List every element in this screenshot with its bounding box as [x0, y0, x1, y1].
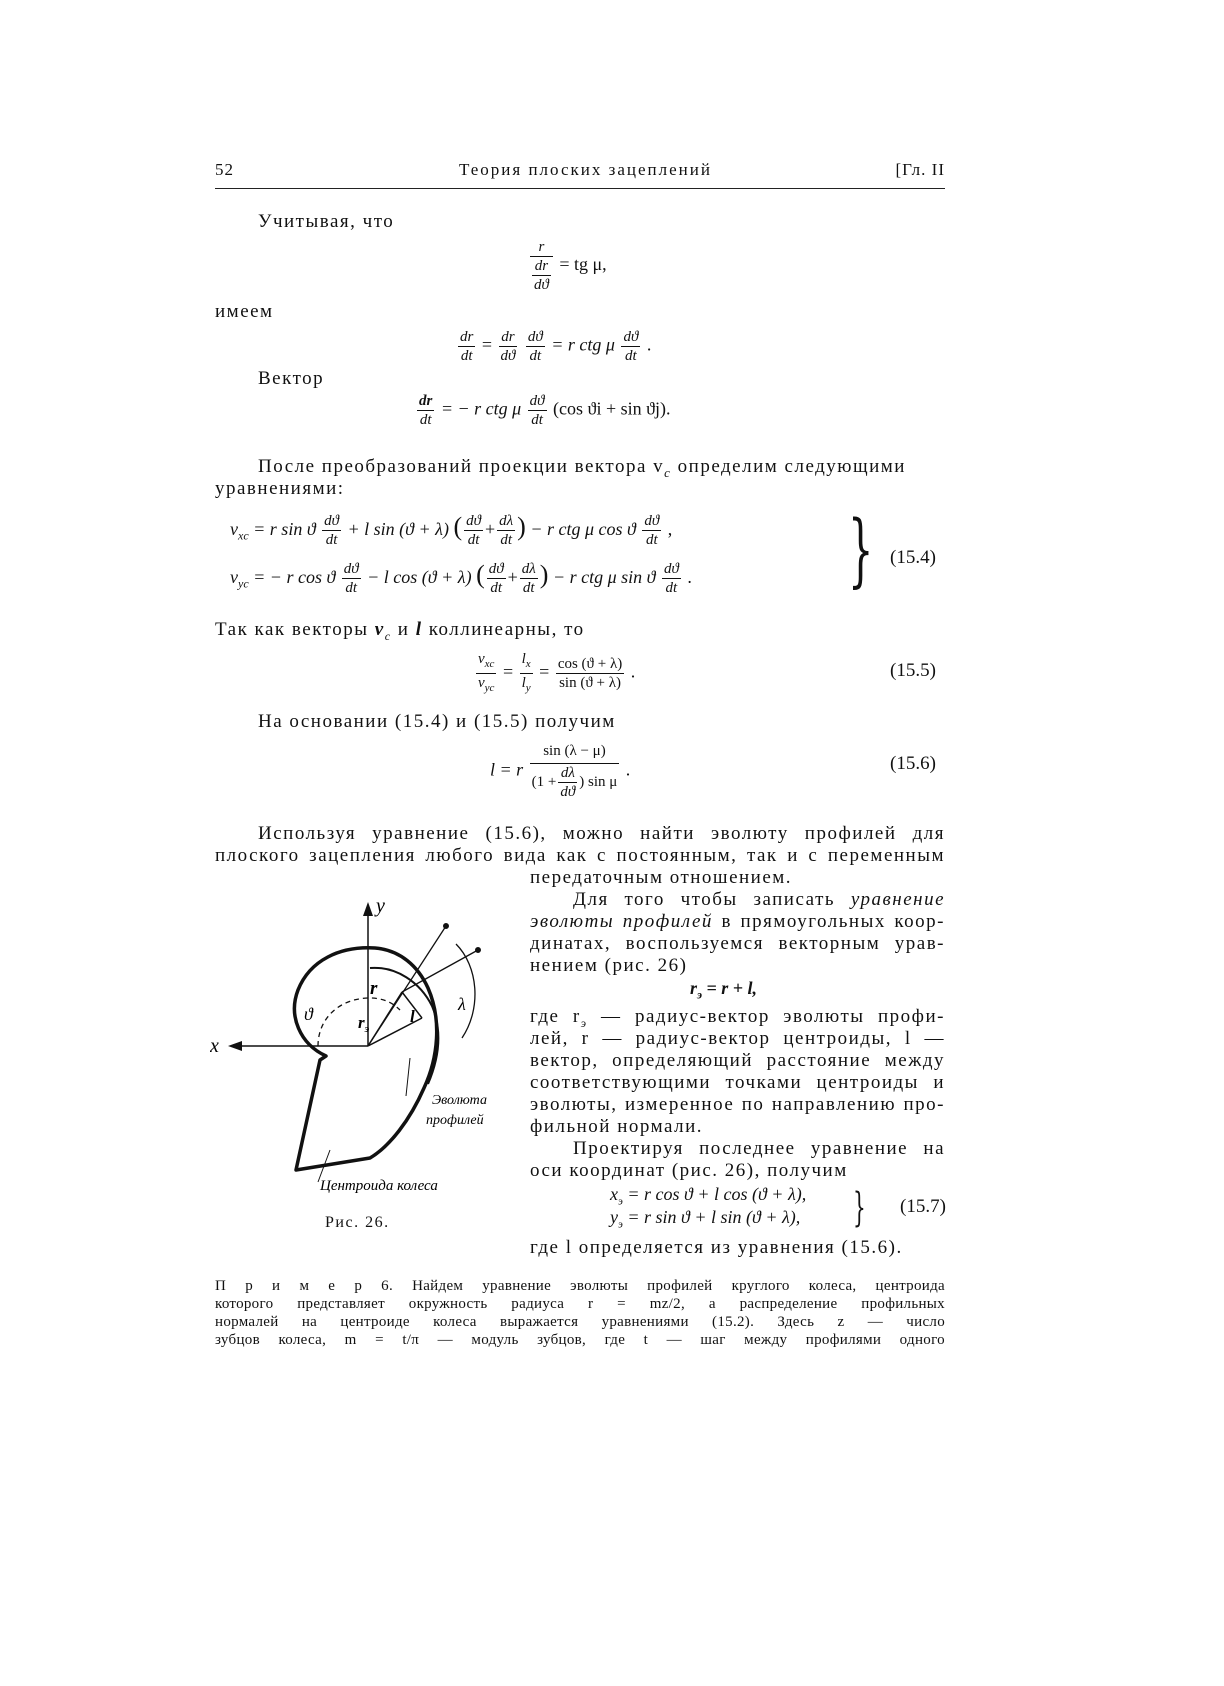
text-col-4: нением (рис. 26)	[530, 955, 688, 976]
text-after-1-sub: c	[664, 464, 672, 480]
eq154-a4: − r ctg μ cos ϑ	[530, 519, 636, 539]
eq154-a-f3d: dt	[500, 532, 512, 549]
fig-label-y: y	[376, 895, 385, 917]
eq155-d1-sub: yc	[484, 682, 495, 694]
eq154-a-f1d: dt	[325, 532, 338, 549]
eq2-frac2-den: dϑ	[500, 348, 516, 364]
fig-label-centroid: Центроида колеса	[320, 1178, 438, 1194]
page-number: 52	[215, 160, 234, 179]
eq154-b1-sub: yc	[238, 576, 249, 591]
eq155-n2-sub: x	[525, 658, 531, 670]
eq1-numerator: r	[530, 238, 553, 257]
eq2-frac3-num: dϑ	[527, 329, 543, 345]
text-col-2b: в прямоугольных коор-	[721, 911, 945, 932]
eq155-d2: l	[521, 675, 526, 691]
equation-vector	[690, 978, 757, 1003]
text-based-on: На основании (15.4) и (15.5) получим	[258, 711, 616, 732]
y-axis-arrow-icon	[363, 902, 373, 916]
eq156-dth: dϑ	[560, 784, 576, 800]
eq2-frac3-den: dt	[529, 348, 542, 364]
equation-1	[528, 238, 607, 294]
equation-15-6: l = r sin (λ − μ) (1 + $\frac{d\lambda}{dϑ}$ ) sin μ .	[490, 743, 631, 800]
eq154-a3: + l sin (ϑ + λ)	[347, 519, 449, 539]
text-since-l: l	[415, 619, 423, 640]
eq156-lhs: l = r	[490, 759, 524, 780]
fig-label-r: r	[370, 978, 378, 999]
eq2-frac4-num: dϑ	[623, 329, 639, 345]
eqnum-15-4: (15.4)	[890, 547, 936, 568]
eq156-dl: dλ	[558, 764, 577, 783]
fig-label-theta: ϑ	[304, 1004, 313, 1024]
lambda-arc	[456, 944, 475, 1038]
eq3-rhs: (cos ϑi + sin ϑj).	[553, 398, 671, 419]
equation-15-5: $\frac{v_{xc}}{v_{yc}}$ = $\frac{l_x}{l_y}$ = $\frac{\cos (ϑ + \lambda)}{\sin (ϑ + \lambda)}$ .	[478, 651, 636, 694]
fig-label-evolute-1: Эволюта	[432, 1093, 487, 1108]
text-using-2: плоского зацепления любого вида как с постоянным, так и с переменным	[215, 845, 945, 866]
text-since-1: Так как векторы	[215, 619, 369, 640]
eq156-num: sin (λ − μ)	[530, 742, 620, 764]
fig-label-lambda: λ	[458, 994, 466, 1014]
text-where-5: эволюты, измеренное по направлению про-	[530, 1094, 945, 1115]
eq154-b-f3n: dλ	[521, 561, 536, 578]
text-considering: Учитывая, что	[258, 211, 395, 232]
equation-15-7-line2	[610, 1207, 800, 1231]
equation-15-4-line2: $v_{yc}$ = − r cos ϑ $\frac{dϑ}{dt}$ − l cos (ϑ + λ) ( $\frac{dϑ}{dt}$ + $\frac{d\lambda}{dt}$ ) − r ctg μ sin ϑ $\frac{dϑ}{dt}$ .	[230, 560, 692, 597]
eq154-b1: v	[230, 567, 238, 587]
eq154-b-f1n: dϑ	[343, 561, 359, 578]
footnote-line-3: нормалей на центроиде колеса выражается уравнениями (15.2). Здесь z — число	[215, 1314, 945, 1330]
eq2-frac4-den: dt	[625, 348, 637, 364]
eq154-a-f2n: dϑ	[466, 513, 481, 530]
eq154-a-f2d: dt	[467, 532, 480, 549]
text-proj-1: Проектируя последнее уравнение на	[573, 1138, 945, 1159]
eq155-d1: v	[478, 675, 485, 691]
eq1-den-num: dr	[532, 257, 551, 276]
equation-15-7-line1	[610, 1184, 806, 1208]
eq154-a-f4n: dϑ	[644, 513, 660, 530]
eq3-frac2-den: dt	[531, 412, 543, 428]
eq156-den-a: (1 +	[531, 773, 557, 790]
text-col-3: динатах, воспользуемся векторным урав-	[530, 933, 945, 954]
text-using-3: передаточным отношением.	[530, 867, 793, 888]
equation-2: $\frac{dr}{dt}$ = $\frac{dr}{dϑ}$ $\frac{dϑ}{dt}$ = r ctg μ $\frac{dϑ}{dt}$ .	[460, 329, 652, 364]
footnote-line-1: П р и м е р 6. Найдем уравнение эволюты профилей круглого колеса, центроида	[215, 1278, 945, 1294]
eq1-rhs: = tg μ,	[559, 254, 607, 275]
eq154-b2: = − r cos ϑ	[253, 567, 336, 587]
eq154-b-f3d: dt	[522, 580, 535, 597]
equation-15-4-line1: $v_{xc} = r$ sin ϑ $\frac{dϑ}{dt}$ + l sin (ϑ + λ) ( $\frac{dϑ}{dt}$ + $\frac{d\lambda}{dt}$ ) − r ctg μ cos ϑ $\frac{dϑ}{dt}$ ,	[230, 512, 673, 549]
figure-26	[210, 888, 520, 1198]
eqv-rhs: = r + l,	[706, 978, 758, 998]
lambda-ray-point	[476, 948, 481, 953]
text-where-1b: э	[580, 1015, 588, 1030]
eq156-den-b: ) sin μ	[579, 773, 618, 790]
eq155-n1-sub: xc	[484, 658, 495, 670]
text-since-and: и	[397, 619, 410, 640]
eq154-a-f1n: dϑ	[324, 513, 340, 530]
text-proj-2: оси координат (рис. 26), получим	[530, 1160, 848, 1181]
text-after-1-end: определим следующими	[677, 456, 906, 477]
eq157-b-sub: э	[618, 1218, 623, 1231]
eq3-frac2-num: dϑ	[529, 393, 545, 409]
eq155-d3: sin (ϑ + λ)	[559, 675, 621, 691]
eq1-den-den: dϑ	[534, 277, 549, 293]
chapter-label: [Гл. II	[895, 160, 945, 179]
lambda-ray	[402, 950, 478, 992]
text-since-2: коллинеарны, то	[428, 619, 585, 640]
eqnum-15-6: (15.6)	[890, 753, 936, 774]
text-where-2: лей, r — радиус-вектор центроиды, l —	[530, 1028, 945, 1049]
text-vector: Вектор	[258, 368, 325, 389]
equation-3	[415, 392, 671, 429]
text-col-1a: Для того чтобы записать	[573, 889, 836, 910]
eq3-frac1-den: dt	[419, 412, 432, 428]
text-where-last: где l определяется из уравнения (15.6).	[530, 1237, 903, 1258]
text-col-2a: эволюты профилей	[530, 911, 713, 932]
text-since-vc: v	[374, 619, 385, 640]
eq154-a-f3n: dλ	[499, 513, 514, 530]
fig-label-re-sub: э	[364, 1023, 370, 1035]
footnote-line-4: зубцов колеса, m = t/π — модуль зубцов, где t — шаг между профилями одного	[215, 1332, 945, 1348]
eq157-a-rhs: = r cos ϑ + l cos (ϑ + λ),	[627, 1184, 807, 1204]
text-col-1	[573, 888, 945, 911]
eq154-b-f2d: dt	[490, 580, 502, 597]
eq154-b-f1d: dt	[345, 580, 358, 597]
normal-ray-point	[444, 924, 449, 929]
eq154-a-f4d: dt	[645, 532, 658, 549]
eq3-frac1-num: dr	[419, 393, 433, 409]
centroid-curve	[294, 948, 436, 1170]
eq154-a2: = r sin ϑ	[253, 519, 316, 539]
text-using-1: Используя уравнение (15.6), можно найти эволюту профилей для	[258, 823, 945, 844]
eq155-n1: v	[478, 651, 485, 667]
eq154-b-f2n: dϑ	[488, 561, 504, 578]
eq2-mid: = r ctg μ	[551, 334, 615, 355]
fig-label-evolute-2: профилей	[426, 1113, 484, 1128]
text-where-6: фильной нормали.	[530, 1116, 703, 1137]
eq155-d2-sub: y	[525, 682, 531, 694]
eq157-b: y	[610, 1207, 618, 1227]
brace-15-4: }	[848, 503, 874, 596]
x-axis-arrow-icon	[228, 1041, 242, 1051]
text-after-1: После преобразований проекции вектора v	[258, 456, 665, 477]
text-after-transform	[258, 455, 945, 484]
fig-label-l: l	[410, 1007, 415, 1026]
fig-label-re-main: r	[358, 1013, 365, 1032]
eq2-frac2-num: dr	[499, 328, 518, 347]
text-where-1c: — радиус-вектор эволюты профи-	[601, 1006, 945, 1027]
page-header	[215, 160, 945, 189]
eq154-b3: − l cos (ϑ + λ)	[367, 567, 472, 587]
eq154-a1: v	[230, 519, 238, 539]
footnote-line-2: которого представляет окружность радиуса r = mz/2, а распределение профильных	[215, 1296, 945, 1312]
text-where-1a: где r	[530, 1006, 581, 1027]
text-since	[215, 618, 585, 648]
text-col-1b: уравнение	[850, 889, 946, 910]
running-title: Теория плоских зацеплений	[459, 160, 712, 179]
text-where-4: соответствующими точками центроиды и	[530, 1072, 945, 1093]
eq157-a-sub: э	[618, 1195, 623, 1208]
eqnum-15-5: (15.5)	[890, 660, 936, 681]
brace-15-7: }	[853, 1185, 866, 1231]
eq157-a: x	[610, 1184, 618, 1204]
text-where-3: вектор, определяющий расстояние между	[530, 1050, 945, 1071]
eq154-b4: − r ctg μ sin ϑ	[552, 567, 656, 587]
eq154-a1-sub: xc	[238, 528, 249, 543]
eq2-frac1-den: dt	[460, 348, 473, 364]
eq154-b-f4d: dt	[665, 580, 678, 597]
eq154-b-f4n: dϑ	[663, 561, 679, 578]
eq2-frac1-num: dr	[460, 329, 474, 345]
figure-caption: Рис. 26.	[325, 1214, 390, 1231]
eq155-n3: cos (ϑ + λ)	[557, 656, 623, 672]
text-since-vc-sub: c	[384, 628, 392, 643]
text-col-2	[530, 910, 945, 933]
evolute-leader	[406, 1058, 410, 1096]
eq155-n2: l	[521, 651, 526, 667]
eqnum-15-7: (15.7)	[900, 1196, 946, 1217]
eqv-lhs: r	[690, 978, 698, 998]
eqv-lhs-sub: э	[697, 987, 702, 1002]
text-after-2: уравнениями:	[215, 478, 345, 499]
text-we-have: имеем	[215, 301, 274, 322]
eq3-mid: = − r ctg μ	[440, 398, 522, 419]
eq157-b-rhs: = r sin ϑ + l sin (ϑ + λ),	[627, 1207, 801, 1227]
fig-label-x: x	[210, 1035, 219, 1057]
